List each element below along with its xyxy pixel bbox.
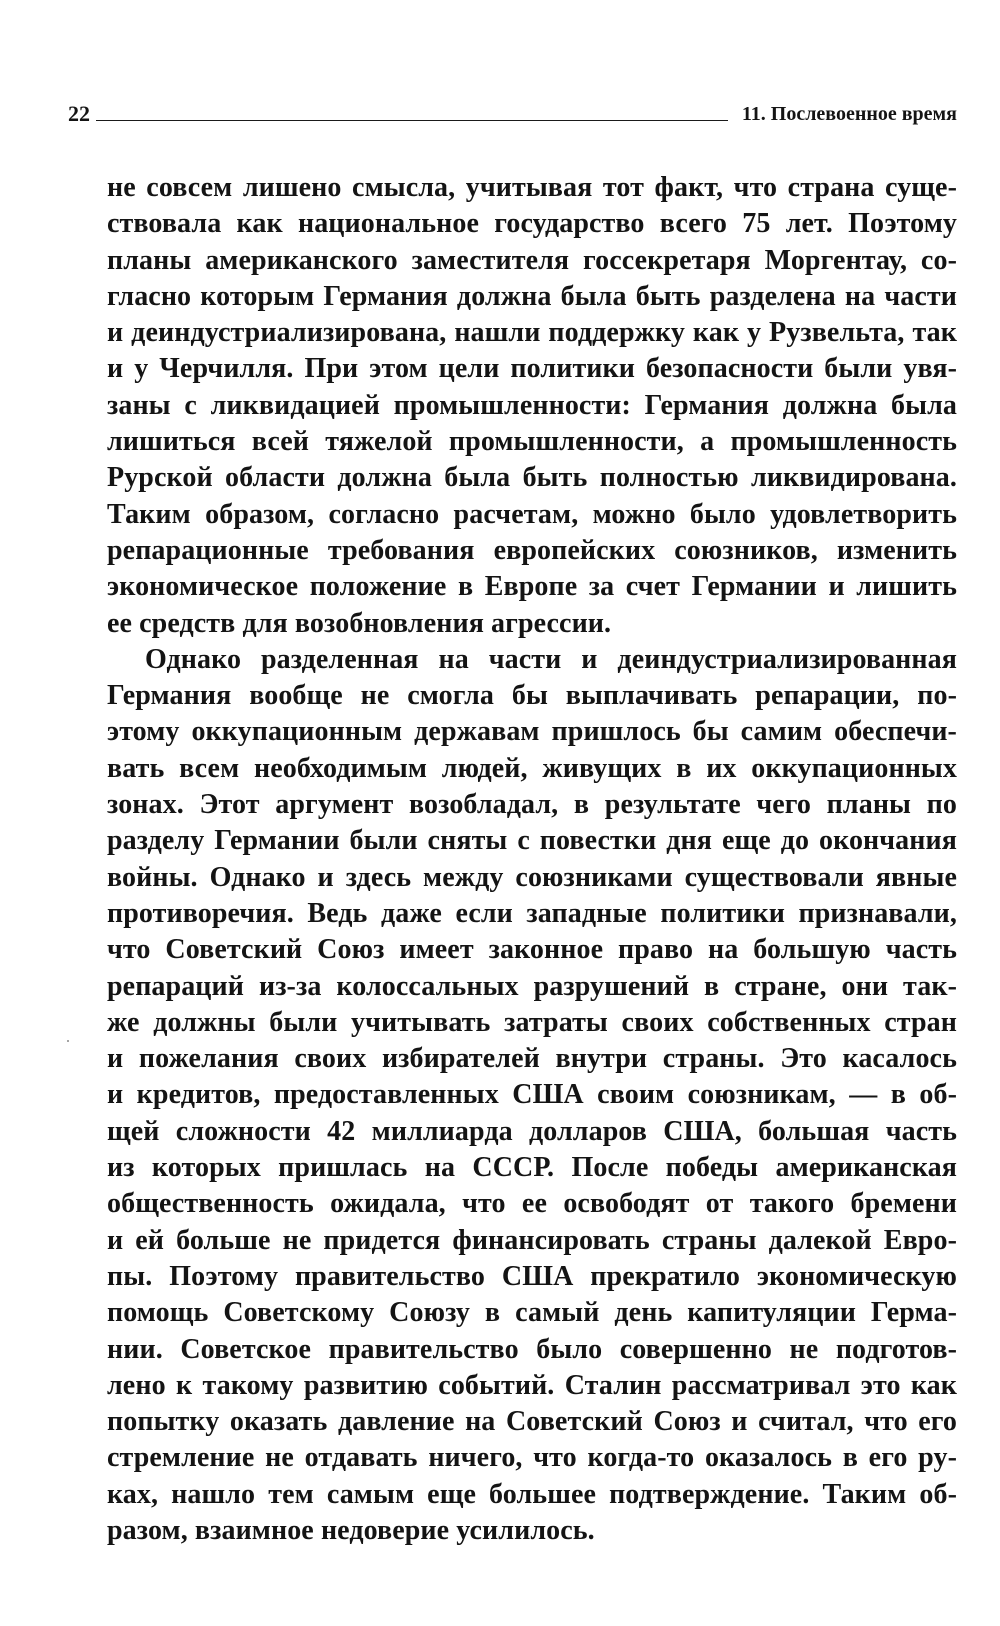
text-line: и пожелания своих избирателей внутри страны. Это касалось	[107, 1043, 957, 1075]
text-line: же должны были учитывать затраты своих собственных стран	[107, 1006, 957, 1038]
text-line: помощь Советскому Союзу в самый день капитуляции Герма-	[107, 1297, 957, 1329]
text-line: разом, взаимное недоверие усилилось.	[107, 1514, 595, 1546]
text-line: противоречия. Ведь даже если западные политики признавали,	[107, 897, 957, 929]
text-line: пы. Поэтому правительство США прекратило экономическую	[107, 1260, 957, 1292]
text-line: заны с ликвидацией промышленности: Германия должна была	[107, 389, 957, 421]
paragraph-1	[107, 170, 957, 642]
text-line: репараций из-за колоссальных разрушений в стране, они так-	[107, 970, 957, 1002]
header-rule	[96, 120, 728, 121]
text-line: лишиться всей тяжелой промышленности, а промышленность	[107, 426, 957, 458]
page-number: 22	[68, 101, 90, 126]
text-line: не совсем лишено смысла, учитывая тот факт, что страна суще-	[107, 172, 957, 203]
text-line: и деиндустриализирована, нашли поддержку как у Рузвельта, так	[107, 317, 957, 349]
text-line: репарационные требования европейских союзников, изменить	[107, 534, 957, 566]
running-header	[68, 96, 957, 126]
text-line: гласно которым Германия должна была быть разделена на части	[107, 280, 957, 312]
text-line: зонах. Этот аргумент возобладал, в результате чего планы по	[107, 789, 957, 821]
text-line: Таким образом, согласно расчетам, можно было удовлетворить	[107, 498, 957, 530]
text-line: и у Черчилля. При этом цели политики безопасности были увя-	[107, 353, 957, 385]
text-line: из которых пришлась на СССР. После победы американская	[107, 1152, 957, 1184]
text-line: планы американского заместителя госсекретаря Моргентау, со-	[107, 244, 957, 276]
paragraph-2	[107, 642, 957, 1549]
text-line: лено к такому развитию событий. Сталин рассматривал это как	[107, 1369, 957, 1401]
text-line: ках, нашло тем самым еще большее подтверждение. Таким об-	[107, 1478, 957, 1510]
text-line: щей сложности 42 миллиарда долларов США, большая часть	[107, 1115, 957, 1147]
text-line: Рурской области должна была быть полностью ликвидирована.	[107, 462, 957, 494]
text-line: и ей больше не придется финансировать страны далекой Евро-	[107, 1224, 957, 1256]
text-line: экономическое положение в Европе за счет Германии и лишить	[107, 571, 957, 603]
text-line: ее средств для возобновления агрессии.	[107, 607, 612, 639]
text-line: Однако разделенная на части и деиндустриализированная	[145, 643, 957, 675]
text-line: разделу Германии были сняты с повестки дня еще до окончания	[107, 825, 957, 857]
print-speck	[67, 1040, 69, 1042]
text-line: и кредитов, предоставленных США своим союзникам, — в об-	[107, 1079, 957, 1111]
text-line: вать всем необходимым людей, живущих в их оккупационных	[107, 752, 957, 784]
text-line: Германия вообще не смогла бы выплачивать репарации, по-	[107, 680, 957, 712]
text-line: попытку оказать давление на Советский Союз и считал, что его	[107, 1406, 957, 1438]
text-line: этому оккупационным державам пришлось бы самим обеспечи-	[107, 716, 957, 748]
text-line: стремление не отдавать ничего, что когда-то оказалось в его ру-	[107, 1442, 957, 1474]
text-line: общественность ожидала, что ее освободят от такого бремени	[107, 1188, 957, 1220]
text-line: что Советский Союз имеет законное право на большую часть	[107, 934, 957, 966]
chapter-title: 11. Послевоенное время	[741, 103, 957, 125]
body-text	[107, 170, 957, 1549]
text-line: войны. Однако и здесь между союзниками существовали явные	[107, 861, 957, 893]
text-line: ствовала как национальное государство всего 75 лет. Поэтому	[107, 208, 957, 240]
text-line: нии. Советское правительство было совершенно не подготов-	[107, 1333, 957, 1365]
